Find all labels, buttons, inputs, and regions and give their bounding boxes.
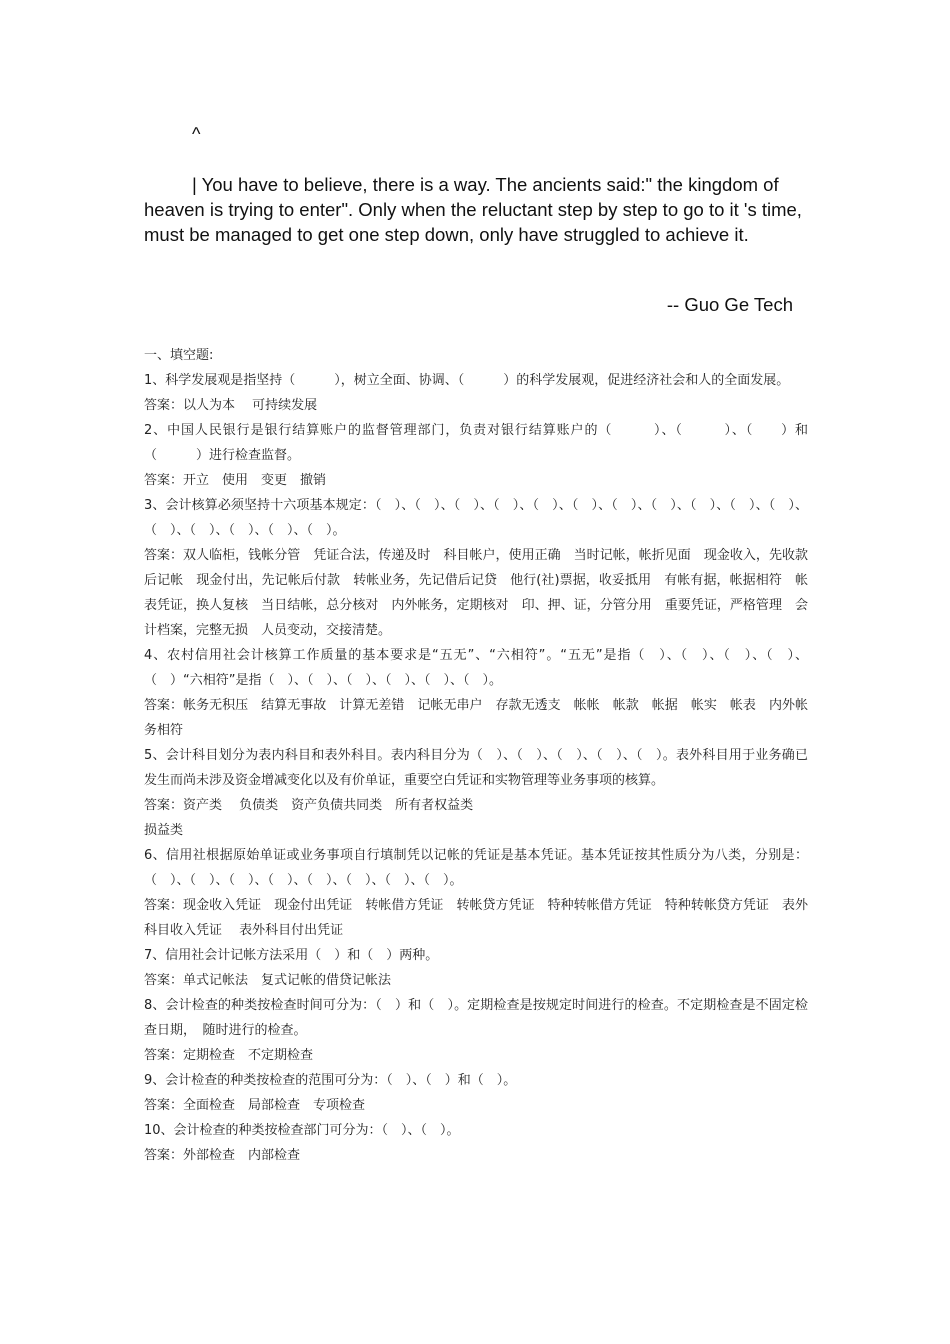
answer-10: 答案：外部检查 内部检查 <box>144 1148 301 1163</box>
answer-4: 答案：帐务无积压 结算无事故 计算无差错 记帐无串户 存款无透支 帐帐 帐款 帐据 帐实 帐表 内外帐务相符 <box>144 698 808 738</box>
motivational-quote: | You have to believe, there is a way. The ancients said:" the kingdom of heaven is trying to enter". Only when the reluctant step by step to go to it 's time, must be managed to get one step down, only have struggled to achieve it. <box>144 174 802 245</box>
answer-7: 答案：单式记帐法 复式记帐的借贷记帐法 <box>144 973 392 988</box>
question-2: 2、中国人民银行是银行结算账户的监督管理部门，负责对银行结算账户的（ ）、（ ）、（ ）和（ ）进行检查监督。 <box>144 423 808 463</box>
answer-8: 答案：定期检查 不定期检查 <box>144 1048 314 1063</box>
answer-5: 答案：资产类 负债类 资产负债共同类 所有者权益类 <box>144 798 474 813</box>
answer-9: 答案：全面检查 局部检查 专项检查 <box>144 1098 366 1113</box>
question-7: 7、信用社会计记帐方法采用（ ）和（ ）两种。 <box>144 948 439 963</box>
section-heading: 一、填空题: <box>144 348 214 363</box>
question-9: 9、会计检查的种类按检查的范围可分为：（ ）、（ ）和（ ）。 <box>144 1073 517 1088</box>
quote-signature: -- Guo Ge Tech <box>666 294 793 315</box>
answer-1: 答案：以人为本 可持续发展 <box>144 398 318 413</box>
caret-mark: ^ <box>192 124 201 144</box>
question-4: 4、农村信用社会计核算工作质量的基本要求是“五无”、“六相符”。“五无”是指（ ）、（ ）、（ ）、（ ）、（ ）“六相符”是指（ ）、（ ）、（ ）、（ ）、（ ）、（ ）。 <box>144 648 808 688</box>
answer-5-cont: 损益类 <box>144 823 184 838</box>
question-1: 1、科学发展观是指坚持（ ），树立全面、协调、（ ）的科学发展观，促进经济社会和人的全面发展。 <box>144 373 790 388</box>
answer-6: 答案：现金收入凭证 现金付出凭证 转帐借方凭证 转帐贷方凭证 特种转帐借方凭证 特种转帐贷方凭证 表外科目收入凭证 表外科目付出凭证 <box>144 898 808 938</box>
question-8: 8、会计检查的种类按检查时间可分为：（ ）和（ ）。定期检查是按规定时间进行的检查。不定期检查是不固定检查日期， 随时进行的检查。 <box>144 998 808 1038</box>
question-6: 6、信用社根据原始单证或业务事项自行填制凭以记帐的凭证是基本凭证。基本凭证按其性质分为八类，分别是：（ ）、（ ）、（ ）、（ ）、（ ）、（ ）、（ ）、（ ）。 <box>144 848 808 888</box>
question-5: 5、会计科目划分为表内科目和表外科目。表内科目分为（ ）、（ ）、（ ）、（ ）、（ ）。表外科目用于业务确已发生而尚未涉及资金增减变化以及有价单证，重要空白凭证和实物管理等业务事项的核算。 <box>144 748 808 788</box>
question-3: 3、会计核算必须坚持十六项基本规定：（ ）、（ ）、（ ）、（ ）、（ ）、（ ）、（ ）、（ ）、（ ）、（ ）、（ ）、（ ）、（ ）、（ ）、（ ）、（ ）。 <box>144 498 808 538</box>
answer-2: 答案：开立 使用 变更 撤销 <box>144 473 327 488</box>
answer-3: 答案：双人临柜，钱帐分管 凭证合法，传递及时 科目帐户，使用正确 当时记帐，帐折见面 现金收入，先收款后记帐 现金付出，先记帐后付款 转帐业务，先记借后记贷 他行(社)票据，收妥抵用 有帐有据，帐据相符 帐表凭证，换人复核 当日结帐，总分核对 内外帐务，定期核对 印、押、证，分管分用 重要凭证，严格管理 会计档案，完整无损 人员变动，交接清楚。 <box>144 548 808 638</box>
exercise-content <box>144 343 808 1168</box>
question-10: 10、会计检查的种类按检查部门可分为：（ ）、（ ）。 <box>144 1123 460 1138</box>
